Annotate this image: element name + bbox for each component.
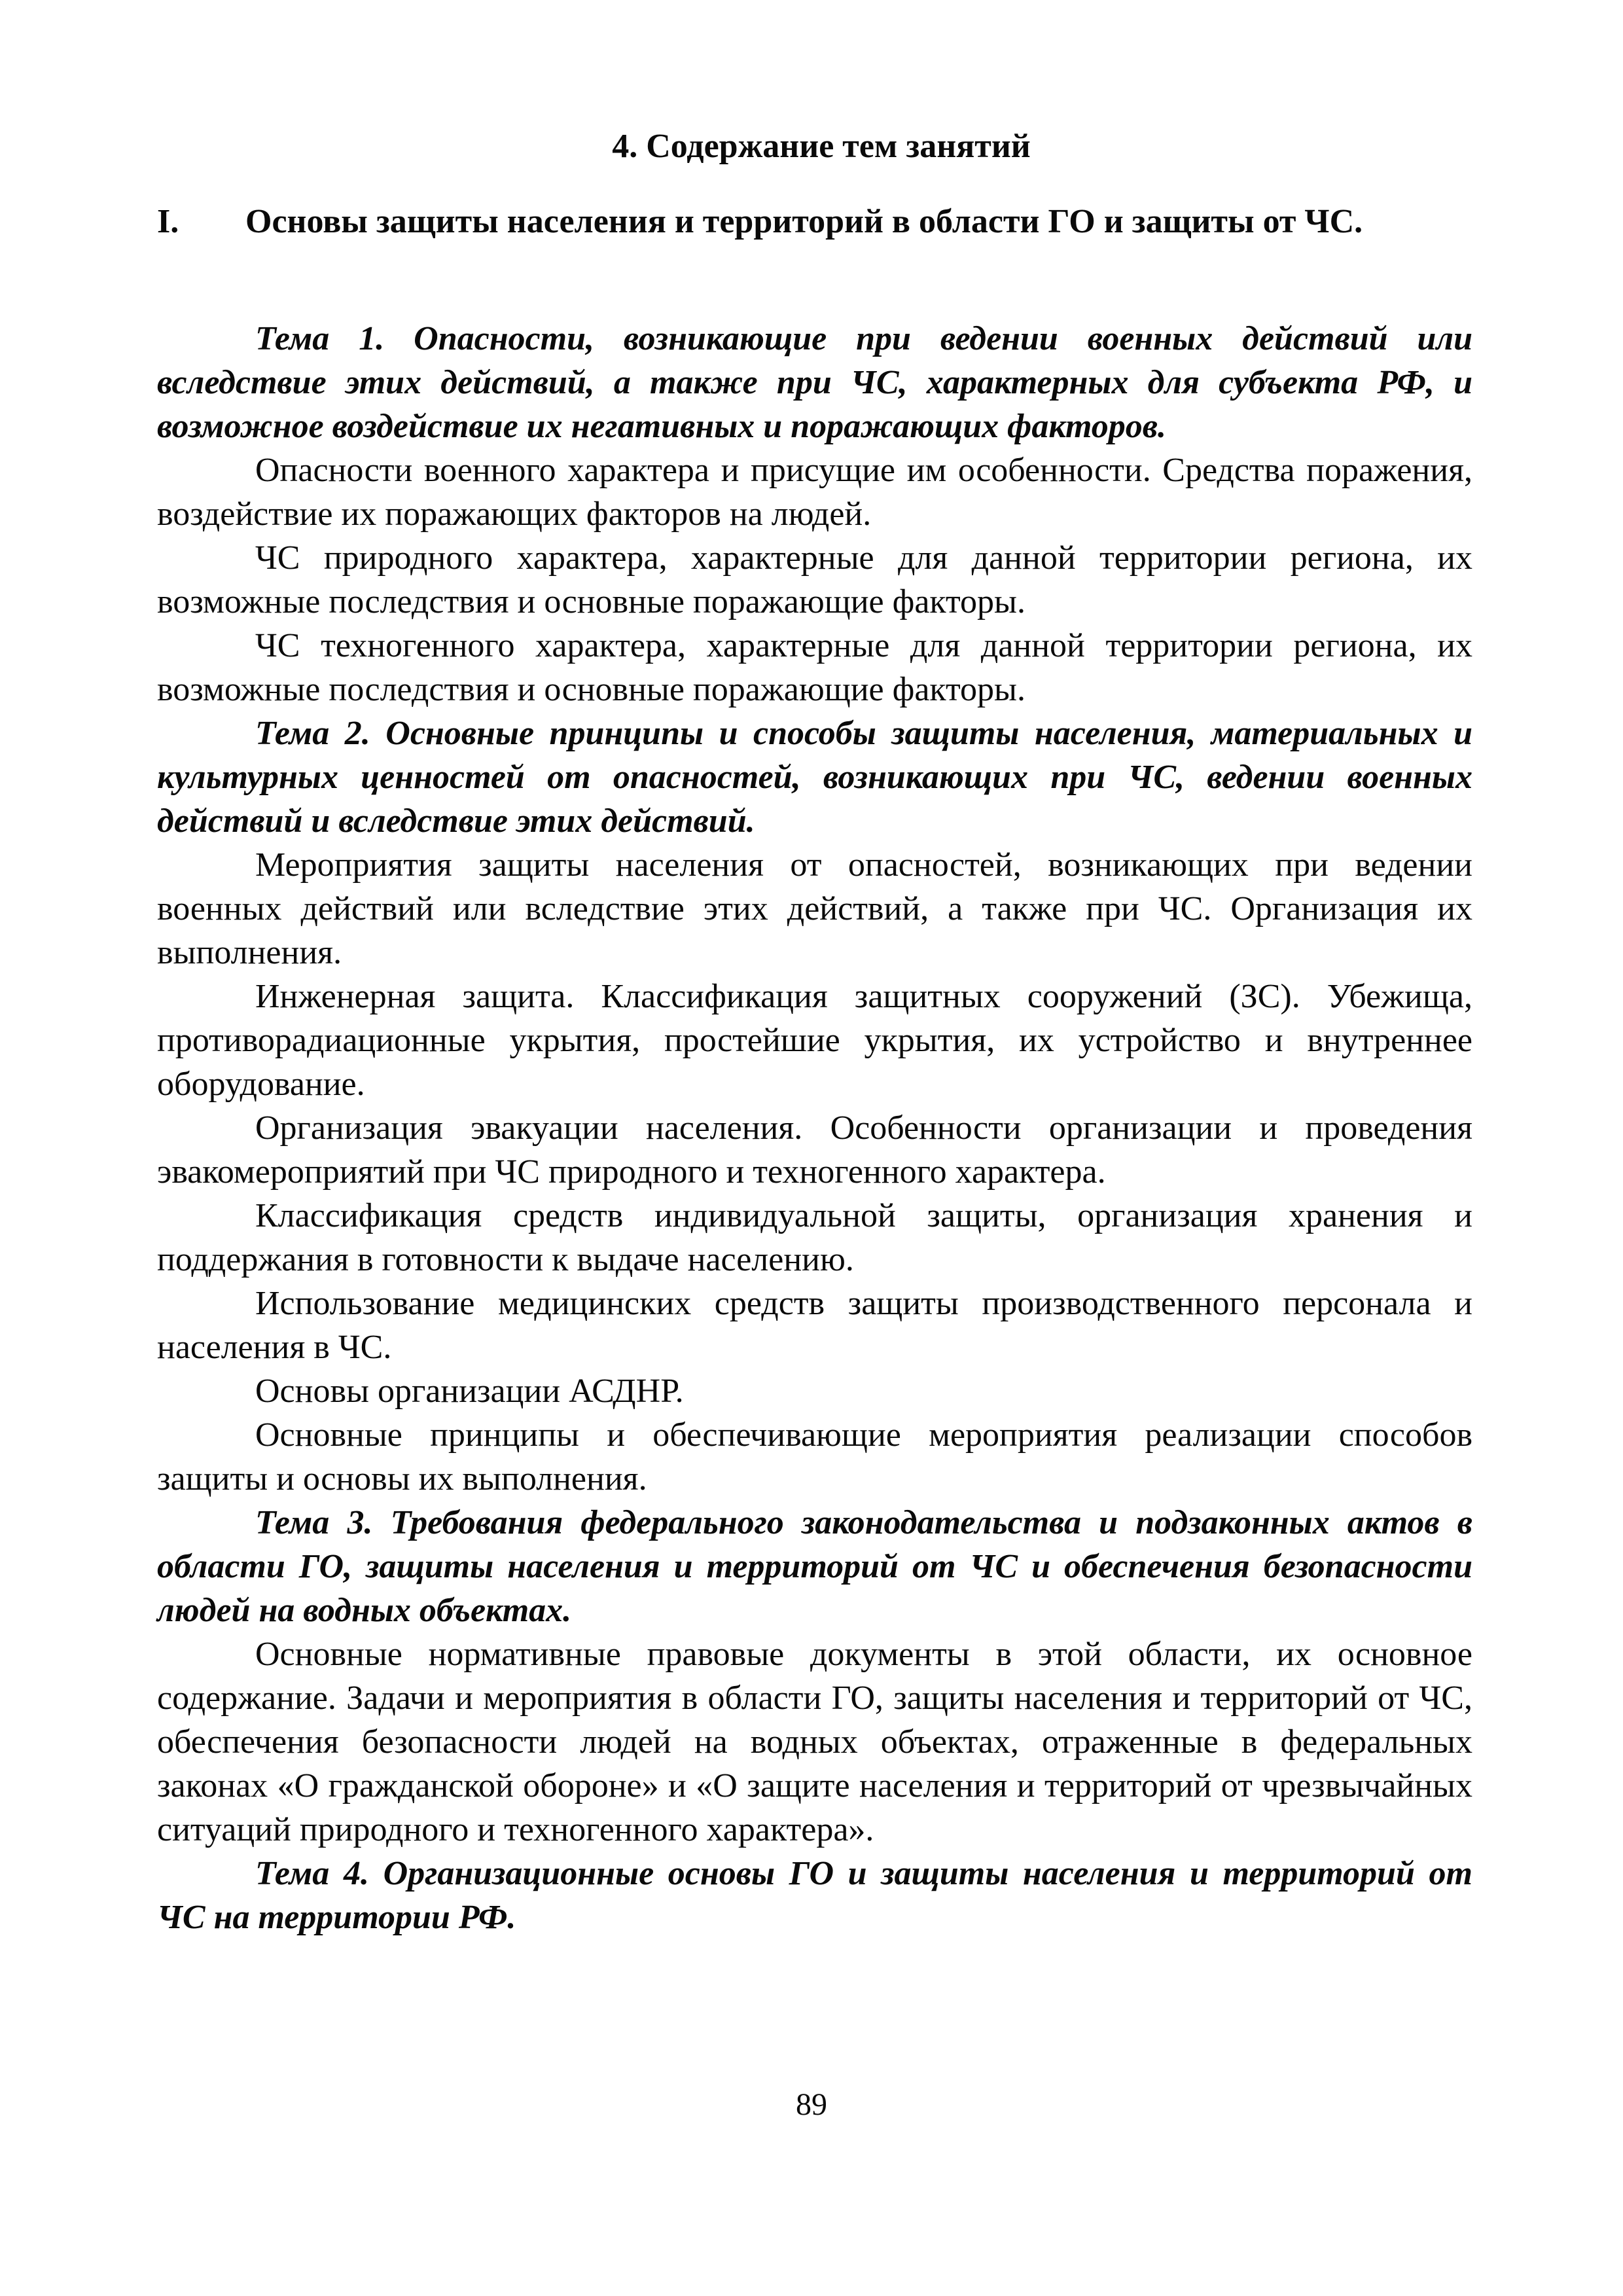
section-title-text: Основы защиты населения и территорий в области ГО и защиты от ЧС. <box>245 203 1363 240</box>
page-content <box>157 124 1472 1939</box>
topic-4-title: Тема 4. Организационные основы ГО и защиты населения и территорий от ЧС на территории РФ. <box>157 1855 1472 1936</box>
chapter-heading: 4. Содержание тем занятий <box>612 128 1031 165</box>
topic-2-title: Тема 2. Основные принципы и способы защиты населения, материальных и культурных ценностей от опасностей, возникающих при ЧС, ведении военных действий и вследствие этих действий. <box>157 715 1472 840</box>
paragraph: Организация эвакуации населения. Особенности организации и проведения эвакомероприятий при ЧС природного и техногенного характера. <box>157 1109 1472 1191</box>
paragraph: Основы организации АСДНР. <box>255 1372 684 1410</box>
topic-3-title: Тема 3. Требования федерального законодательства и подзаконных актов в области ГО, защиты населения и территорий от ЧС и обеспечения безопасности людей на водных объектах. <box>157 1504 1472 1629</box>
page-number: 89 <box>796 2087 827 2122</box>
section-number: I. <box>157 203 179 240</box>
paragraph: ЧС техногенного характера, характерные для данной территории региона, их возможные последствия и основные поражающие факторы. <box>157 627 1472 708</box>
section-title <box>157 200 1472 243</box>
paragraph: Основные нормативные правовые документы в этой области, их основное содержание. Задачи и мероприятия в области ГО, защиты населения и территорий от ЧС, обеспечения безопасности людей на водных объектах, отраженные в федеральных законах «О гражданской обороне» и «О защите населения и территорий от чрезвычайных ситуаций природного и техногенного характера». <box>157 1636 1472 1848</box>
paragraph: Мероприятия защиты населения от опасностей, возникающих при ведении военных действий или вследствие этих действий, а также при ЧС. Организация их выполнения. <box>157 846 1472 971</box>
paragraph: Основные принципы и обеспечивающие мероприятия реализации способов защиты и основы их выполнения. <box>157 1416 1472 1498</box>
topic-1-title: Тема 1. Опасности, возникающие при ведении военных действий или вследствие этих действий, а также при ЧС, характерных для субъекта РФ, и возможное воздействие их негативных и поражающих факторов. <box>157 320 1472 445</box>
paragraph: Классификация средств индивидуальной защиты, организация хранения и поддержания в готовности к выдаче населению. <box>157 1197 1472 1278</box>
paragraph: ЧС природного характера, характерные для данной территории региона, их возможные последствия и основные поражающие факторы. <box>157 539 1472 620</box>
paragraph: Инженерная защита. Классификация защитных сооружений (ЗС). Убежища, противорадиационные укрытия, простейшие укрытия, их устройство и внутреннее оборудование. <box>157 978 1472 1103</box>
paragraph: Опасности военного характера и присущие им особенности. Средства поражения, воздействие их поражающих факторов на людей. <box>157 452 1472 533</box>
paragraph: Использование медицинских средств защиты производственного персонала и населения в ЧС. <box>157 1285 1472 1366</box>
